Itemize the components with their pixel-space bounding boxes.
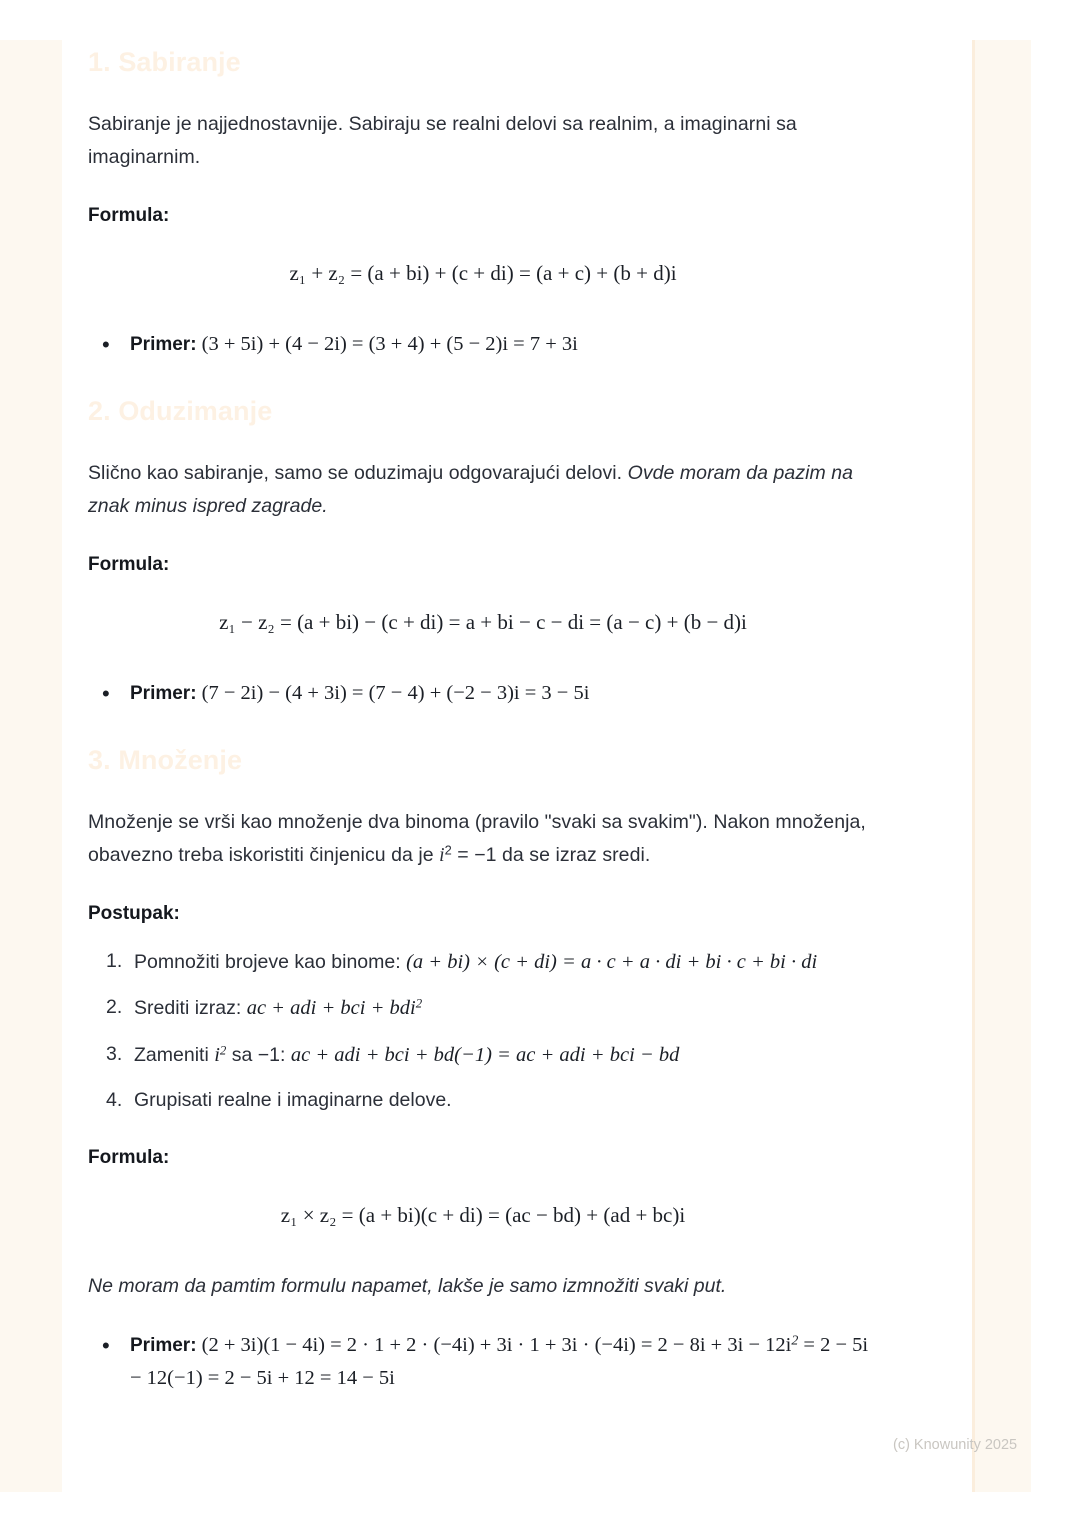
section-3-note: Ne moram da pamtim formulu napamet, lakše je samo izmnožiti svaki put. (88, 1274, 727, 1297)
section-2-intro-paragraph (88, 457, 878, 524)
section-2-formula: z₁ − z₂ = (a + bi) − (c + di) = a + bi − c − di = (a − c) + (b − d)i (219, 609, 747, 634)
document-content (88, 46, 878, 1425)
section-2-formula-label: Formula: (88, 553, 170, 575)
step-2-math: ac + adi + bci + bdi (246, 997, 416, 1020)
page-left-margin-strip (0, 40, 62, 1492)
section-3-intro-exponent: 2 (444, 842, 452, 858)
section-3-formula: z₁ × z₂ = (a + bi)(c + di) = (ac − bd) + (ad + bc)i (280, 1202, 686, 1227)
section-3-intro-paragraph (88, 806, 878, 873)
list-item (88, 1329, 878, 1395)
section-3-procedure-list (88, 945, 878, 1117)
section-2-example-math: (7 − 2i) − (4 + 3i) = (7 − 4) + (−2 − 3)i = 3 − 5i (201, 681, 590, 704)
section-1-formula-label: Formula: (88, 204, 170, 226)
step-2-text: Srediti izraz: (134, 997, 247, 1020)
step-1-text: Pomnožiti brojeve kao binome: (134, 950, 407, 973)
step-4-text: Grupisati realne i imaginarne delove. (134, 1089, 452, 1112)
section-2-example-list (88, 677, 878, 710)
section-2-example-label: Primer: (130, 682, 197, 704)
list-item (88, 328, 878, 361)
section-2-intro-italic: Ovde moram da pazim na znak minus ispred zagrade. (88, 461, 854, 518)
section-1-example-label: Primer: (130, 333, 197, 355)
section-3-example-list (88, 1329, 878, 1395)
section-3-example-exponent: 2 (791, 1333, 799, 1349)
step-3-symbol: i (214, 1043, 220, 1066)
list-item (134, 1084, 878, 1117)
section-1-example-math: (3 + 5i) + (4 − 2i) = (3 + 4) + (5 − 2)i = 7 + 3i (201, 332, 578, 355)
section-1-example-list (88, 328, 878, 361)
step-3-text-a: Zameniti (134, 1043, 215, 1066)
list-item (134, 945, 878, 979)
section-3-formula-label: Formula: (88, 1146, 170, 1168)
list-item (134, 1038, 878, 1072)
copyright-watermark: (c) Knowunity 2025 (893, 1437, 1018, 1453)
list-item (88, 677, 878, 710)
step-1-math: (a + bi) × (c + di) = a · c + a · di + bi · c + bi · di (406, 950, 818, 973)
step-3-exponent: 2 (219, 1043, 227, 1058)
section-heading-sabiranje: 1. Sabiranje (88, 47, 241, 77)
list-item (134, 991, 878, 1025)
section-3-intro-part2: = −1 da se izraz sredi. (451, 844, 651, 867)
section-3-example-label: Primer: (130, 1335, 197, 1357)
section-3-example-math-line2: = 2 − 5i − 12(−1) = 2 − 5i + 12 = 14 − 5i (130, 1334, 869, 1390)
section-3-intro-part1: Množenje se vrši kao množenje dva binoma (pravilo "svaki sa svakim"). Nakon množenja, obavezno treba iskoristiti činjenicu da je (88, 810, 866, 867)
section-2-intro-plain: Slično kao sabiranje, samo se oduzimaju odgovarajući delovi. (88, 461, 628, 484)
step-3-math: ac + adi + bci + bd(−1) = ac + adi + bci − bd (290, 1043, 680, 1066)
section-1-intro-paragraph: Sabiranje je najjednostavnije. Sabiraju se realni delovi sa realnim, a imaginarni sa imaginarnim. (88, 112, 797, 169)
page-right-margin-strip (975, 40, 1031, 1492)
section-1-formula: z₁ + z₂ = (a + bi) + (c + di) = (a + c) + (b + d)i (289, 260, 677, 285)
section-3-example-math-line1: (2 + 3i)(1 − 4i) = 2 · 1 + 2 · (−4i) + 3i · 1 + 3i · (−4i) = 2 − 8i + 3i − 12i (201, 1334, 792, 1357)
step-3-text-b: sa −1: (226, 1043, 291, 1066)
section-3-procedure-label: Postupak: (88, 902, 180, 924)
section-3-intro-symbol: i (439, 845, 445, 867)
section-heading-mnozenje: 3. Množenje (88, 745, 243, 776)
section-heading-oduzimanje: 2. Oduzimanje (88, 396, 273, 427)
step-2-exponent: 2 (415, 996, 423, 1011)
